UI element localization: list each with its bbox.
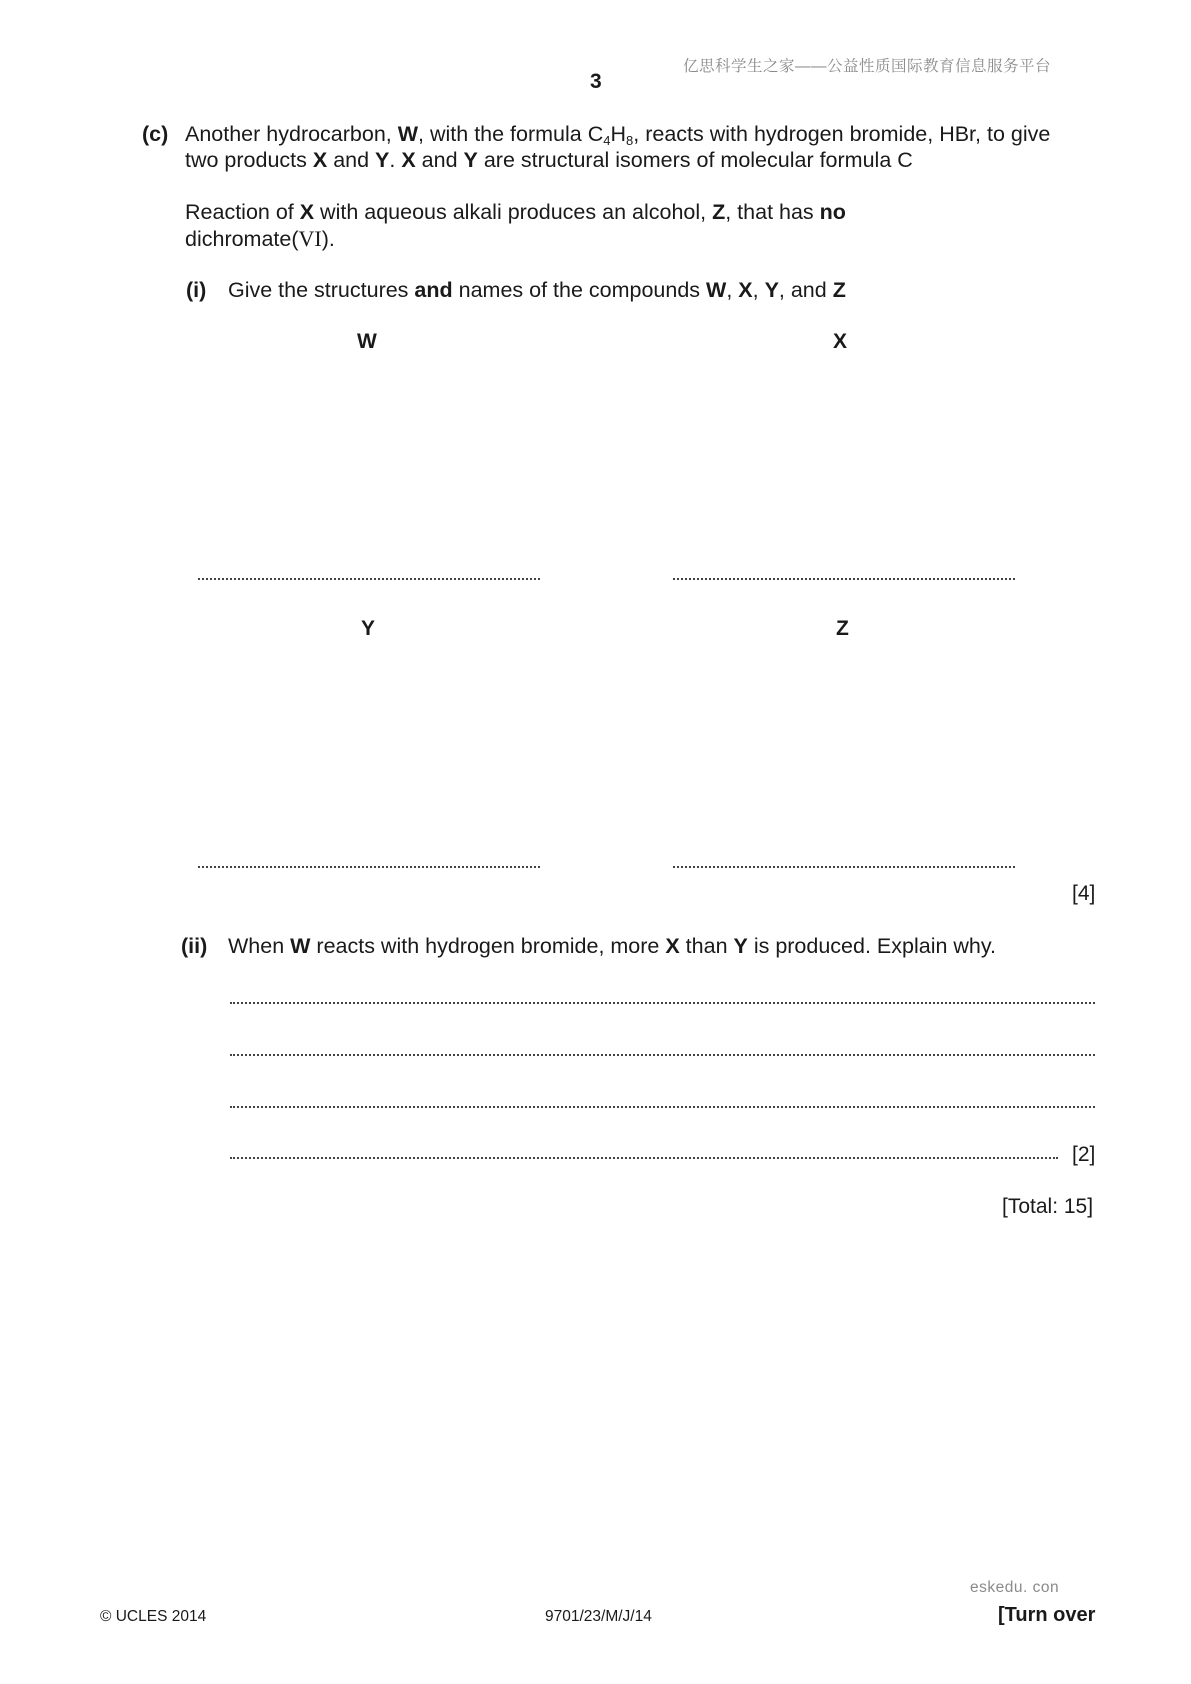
answer-line-y-name[interactable]: [198, 866, 540, 868]
part-ii-marks: [2]: [1072, 1143, 1096, 1166]
compound-z-label: Z: [836, 617, 849, 640]
page-number: 3: [590, 70, 602, 93]
part-i-question: Give the structures and names of the compounds W, X, Y, and Z: [228, 278, 846, 302]
answer-line-z-name[interactable]: [673, 866, 1015, 868]
turn-over-label: [Turn over: [998, 1604, 1096, 1626]
compound-x-label: X: [833, 330, 848, 353]
compound-w-label: W: [357, 330, 377, 353]
part-i-label: (i): [186, 278, 207, 302]
total-marks: [Total: 15]: [1002, 1195, 1094, 1218]
watermark-text: 亿思科学生之家——公益性质国际教育信息服务平台: [683, 58, 1052, 75]
answer-line-x-name[interactable]: [673, 578, 1015, 580]
answer-line-w-name[interactable]: [198, 578, 540, 580]
answer-line-ii-4[interactable]: [230, 1157, 1058, 1159]
answer-line-ii-3[interactable]: [230, 1106, 1095, 1108]
part-c-line-3: Reaction of X with aqueous alkali produces an alcohol, Z, that has no: [185, 200, 846, 224]
answer-line-ii-2[interactable]: [230, 1054, 1095, 1056]
part-ii-label: (ii): [181, 934, 208, 958]
footer-copyright: © UCLES 2014: [100, 1608, 207, 1625]
part-i-marks: [4]: [1072, 882, 1096, 905]
part-c-line-2: two products X and Y. X and Y are structural isomers of molecular formula C: [185, 148, 913, 172]
part-c-line-1: Another hydrocarbon, W, with the formula $C_4H_8$, reacts with hydrogen bromide, HBr, to give: [185, 122, 1051, 148]
part-c-label: (c): [142, 122, 169, 146]
compound-y-label: Y: [361, 617, 376, 640]
part-c-line-4: dichromate(VI).: [185, 226, 335, 251]
footer-paper-code: 9701/23/M/J/14: [545, 1608, 652, 1625]
answer-line-ii-1[interactable]: [230, 1002, 1095, 1004]
part-ii-question: When W reacts with hydrogen bromide, more X than Y is produced. Explain why.: [228, 934, 997, 958]
footer-site-watermark: eskedu. con: [970, 1579, 1060, 1596]
